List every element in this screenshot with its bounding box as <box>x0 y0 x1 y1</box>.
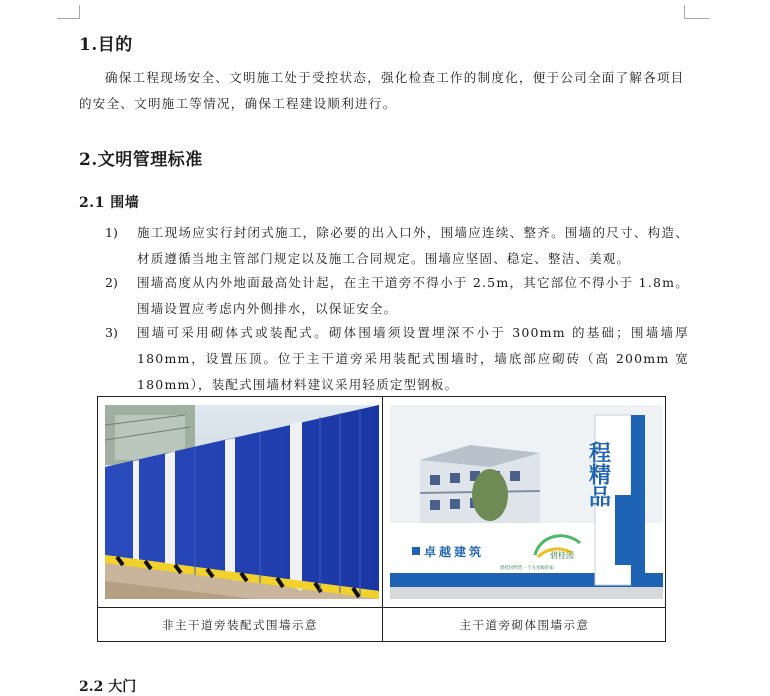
masonry-fence-illustration <box>390 405 663 599</box>
figure-caption-assembled-fence: 非主干道旁装配式围墙示意 <box>162 618 318 632</box>
section-heading-purpose: 1.目的 <box>79 35 133 55</box>
list-item-3 <box>105 320 689 398</box>
figure-caption-masonry-fence: 主干道旁砌体围墙示意 <box>459 618 590 632</box>
assembled-fence-illustration <box>105 405 379 599</box>
list-text: 施工现场应实行封闭式施工，除必要的出入口外，围墙应连续、整齐。围墙的尺寸、构造、材质遵循当地主管部门规定以及施工合同规定。围墙应坚固、稳定、整洁、美观。 <box>137 225 689 266</box>
wall-small-slogan: 碧桂园给您一个五星级的家 <box>500 566 554 571</box>
tower-sign-text: 程精品 <box>585 441 611 507</box>
list-text: 围墙高度从内外地面最高处计起，在主干道旁不得小于 2.5m，其它部位不得小于 1.8m。围墙设置应考虑内外侧排水，以保证安全。 <box>137 275 689 316</box>
page-corner-mark-right <box>684 5 709 19</box>
list-number: 2) <box>105 275 118 290</box>
list-number: 1) <box>105 225 118 240</box>
purpose-paragraph: 确保工程现场安全、文明施工处于受控状态，强化检查工作的制度化，便于公司全面了解各项目的安全、文明施工等情况，确保工程建设顺利进行。 <box>79 70 685 111</box>
assembled-fence-photo <box>105 405 379 599</box>
section-heading-civilized-management: 2.文明管理标准 <box>79 150 203 170</box>
logo-text: 碧桂园 <box>550 551 574 560</box>
list-item-1 <box>105 220 689 272</box>
table-divider <box>382 397 383 641</box>
page-corner-mark-left <box>57 5 80 19</box>
list-item-2 <box>105 270 689 322</box>
list-text: 围墙可采用砌体式或装配式。砌体围墙须设置埋深不小于 300mm 的基础；围墙墙厚 180mm，设置压顶。位于主干道旁采用装配式围墙时，墙底部应砌砖（高 200mm 宽 180mm），装配式围墙材料建议采用轻质定型钢板。 <box>137 325 689 392</box>
subsection-heading-fence: 2.1 围墙 <box>79 195 140 211</box>
wall-slogan-text: 卓越建筑 <box>424 545 485 559</box>
subsection-heading-gate: 2.2 大门 <box>79 679 137 695</box>
list-number: 3) <box>105 325 118 340</box>
figure-table <box>97 396 666 642</box>
masonry-fence-photo <box>390 405 663 599</box>
